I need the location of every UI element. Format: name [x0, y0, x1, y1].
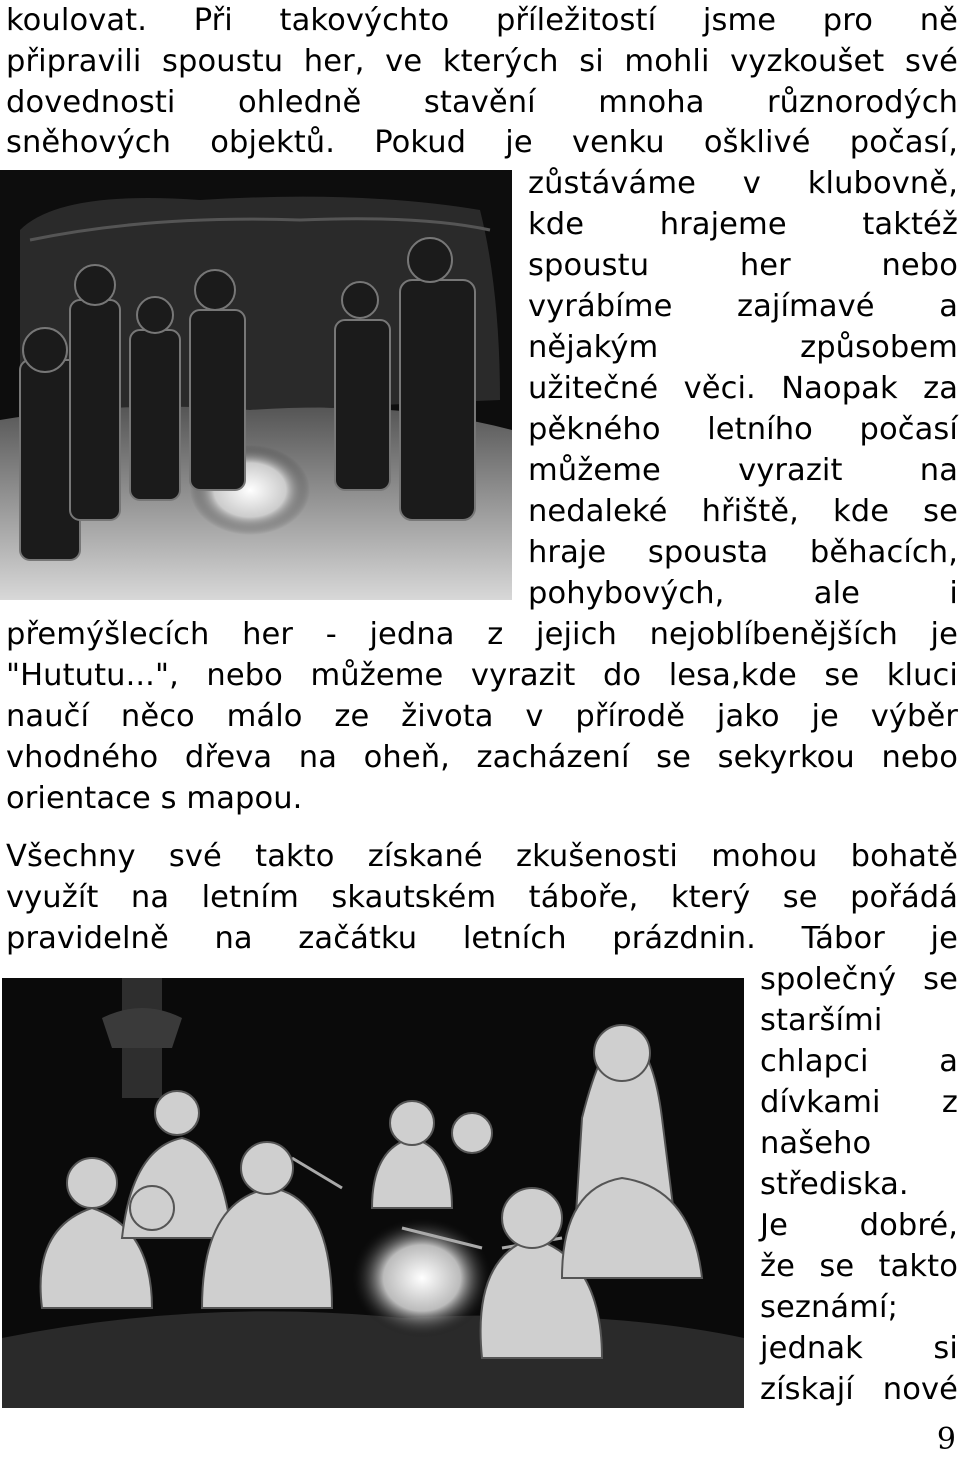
text-line: společný se	[760, 962, 958, 997]
text-line: můžeme vyrazit na	[528, 453, 958, 488]
text-line: vyrábíme zajímavé a	[528, 289, 958, 324]
text-line: našeho	[760, 1126, 872, 1161]
text-line: pohybových, ale i	[528, 576, 958, 611]
text-line: kde hrajeme taktéž	[528, 207, 958, 242]
text-line: získají nové	[760, 1372, 958, 1407]
photo-snow-campfire	[0, 170, 512, 600]
text-line: nějakým způsobem	[528, 330, 958, 365]
text-line: jednak si	[760, 1331, 958, 1366]
text-line: zůstáváme v klubovně,	[528, 166, 958, 201]
text-line: vhodného dřeva na oheň, zacházení se sekyrkou nebo	[6, 740, 958, 775]
text-line: "Hututu...", nebo můžeme vyrazit do lesa,kde se kluci	[6, 658, 958, 693]
text-line: dovednosti ohledně stavění mnoha různorodých	[6, 85, 958, 120]
text-line: koulovat. Při takovýchto příležitostí jsme pro ně	[6, 3, 958, 38]
text-line: že se takto	[760, 1249, 958, 1284]
photo-forest-campfire	[2, 978, 744, 1408]
text-line: spoustu her nebo	[528, 248, 958, 283]
text-line: pěkného letního počasí	[528, 412, 958, 447]
text-line: staršími	[760, 1003, 883, 1038]
page-number: 9	[936, 1422, 956, 1457]
text-line: nedaleké hřiště, kde se	[528, 494, 958, 529]
text-line: Všechny své takto získané zkušenosti mohou bohatě	[6, 839, 958, 874]
text-line: seznámí;	[760, 1290, 898, 1325]
text-line: chlapci a	[760, 1044, 958, 1079]
text-line: využít na letním skautském táboře, který se pořádá	[6, 880, 958, 915]
text-line: přemýšlecích her - jedna z jejich nejoblíbenějších je	[6, 617, 958, 652]
text-line: Je dobré,	[760, 1208, 958, 1243]
photo-snow-campfire-drawing	[0, 170, 512, 600]
text-line: orientace s mapou.	[6, 781, 303, 816]
text-line: střediska.	[760, 1167, 909, 1202]
text-line: připravili spoustu her, ve kterých si mohli vyzkoušet své	[6, 44, 958, 79]
text-line: pravidelně na začátku letních prázdnin. Tábor je	[6, 921, 958, 956]
text-line: dívkami z	[760, 1085, 958, 1120]
text-line: sněhových objektů. Pokud je venku ošklivé počasí,	[6, 125, 958, 160]
text-line: užitečné věci. Naopak za	[528, 371, 958, 406]
photo-forest-campfire-drawing	[2, 978, 744, 1408]
text-line: naučí něco málo ze života v přírodě jako je výběr	[6, 699, 958, 734]
text-line: hraje spousta běhacích,	[528, 535, 958, 570]
